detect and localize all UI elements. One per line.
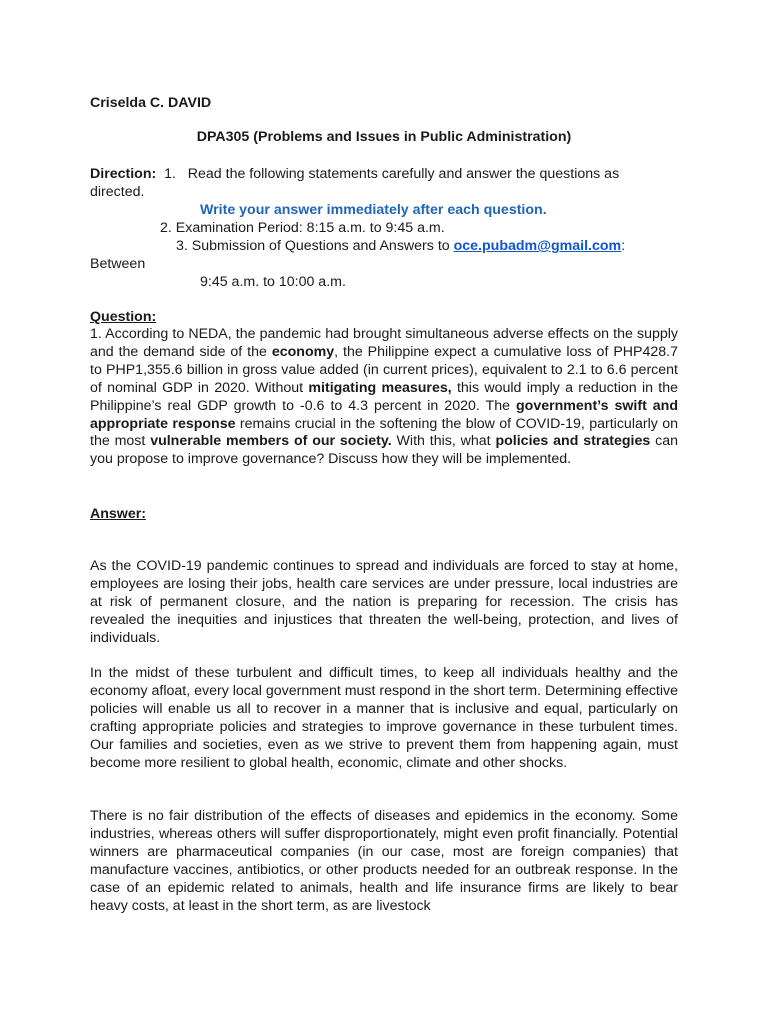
question-heading: Question: xyxy=(90,309,157,325)
answer-paragraph-2-text: In the midst of these turbulent and difficult times, to keep all individuals healthy and the economy afloat, every local government must respond in the short term. Determining effective policies will enable us all to recover in a manner that is inclusive and equal, particularly on crafting appropriate policies and strategies to improve governance in these turbulent times. Our families and societies, even as we strive to prevent them from happening again, must become more resilient to global health, economic, climate and other shocks. xyxy=(90,665,679,771)
question-text-6: can you propose to improve governance? Discuss how they will be implemented. xyxy=(90,433,678,468)
submission-email-link[interactable]: oce.pubadm@gmail.com xyxy=(453,238,622,254)
answer-heading: Answer: xyxy=(90,506,146,522)
direction-submission-time: 9:45 a.m. to 10:00 a.m. xyxy=(200,274,346,290)
question-bold-mitigating: mitigating measures, xyxy=(308,379,452,396)
course-title: DPA305 (Problems and Issues in Public Administration) xyxy=(196,129,572,145)
question-bold-vulnerable: vulnerable members of our society. xyxy=(150,433,392,450)
question-text xyxy=(90,326,678,469)
direction-item-1 xyxy=(90,165,678,183)
question-text-3: this would imply a reduction in the Philippine’s real GDP growth to -0.6 to 4.3 percent in 2020. The xyxy=(90,379,678,414)
question-bold-government: government’s swift and appropriate response xyxy=(90,397,678,432)
answer-paragraph-2 xyxy=(90,665,678,772)
answer-paragraph-1 xyxy=(90,558,678,648)
question-text-1: 1. According to NEDA, the pandemic had brought simultaneous adverse effects on the supply and the demand side of the xyxy=(90,326,678,360)
direction-between: Between xyxy=(90,256,146,272)
direction-item-2: 2. Examination Period: 8:15 a.m. to 9:45 a.m. xyxy=(160,220,445,236)
answer-paragraph-3-text: There is no fair distribution of the effects of diseases and epidemics in the economy. Some industries, whereas others will suffer disproportionately, might even profit financially. Potential winners are pharmaceutical companies (in our case, most are foreign companies) that manufacture vaccines, antibiotics, or other products needed for an outbreak response. In the case of an epidemic related to animals, health and life insurance firms are likely to bear heavy costs, at least in the short term, as are livestock xyxy=(90,808,678,914)
answer-paragraph-3 xyxy=(90,808,678,915)
question-bold-economy: economy xyxy=(271,343,335,360)
question-bold-policies: policies and strategies xyxy=(495,433,651,450)
direction-item-3 xyxy=(176,237,625,255)
question-text-5: With this, what xyxy=(391,433,496,450)
direction-item1-cont: directed. xyxy=(90,184,145,200)
direction-emphasis: Write your answer immediately after each question. xyxy=(200,202,547,218)
author-name: Criselda C. DAVID xyxy=(90,95,212,111)
question-text-2: , the Philippine expect a cumulative loss of PHP428.7 to PHP1,355.6 billion in gross value added (in current prices), equivalent to 2.1 to 6.6 percent of nominal GDP in 2020. Without xyxy=(90,343,678,396)
direction-item3-suffix: : xyxy=(621,238,626,254)
direction-label: Direction: xyxy=(90,166,157,182)
direction-item3-prefix: 3. Submission of Questions and Answers to xyxy=(176,238,450,254)
direction-item1-text: Read the following statements carefully and answer the questions as xyxy=(187,166,620,182)
question-text-4: remains crucial in the softening the blow of COVID-19, particularly on the most xyxy=(90,415,678,450)
answer-paragraph-1-text: As the COVID-19 pandemic continues to spread and individuals are forced to stay at home, employees are losing their jobs, health care services are under pressure, local industries are at risk of permanent closure, and the nation is preparing for recession. The crisis has revealed the inequities and injustices that threaten the well-being, protection, and lives of individuals. xyxy=(90,558,678,646)
direction-item1-number: 1. xyxy=(164,166,176,182)
